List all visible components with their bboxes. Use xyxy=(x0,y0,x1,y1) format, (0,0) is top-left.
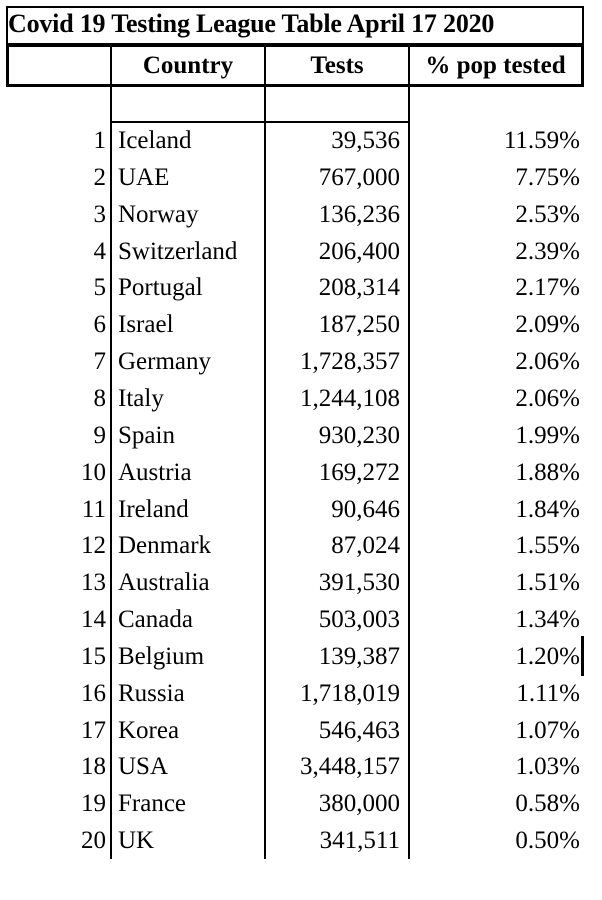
rank-cell: 20 xyxy=(81,827,106,855)
tests-cell: 930,230 xyxy=(318,421,400,449)
country-cell: Germany xyxy=(118,348,212,376)
country-cell: Korea xyxy=(118,716,180,744)
header-rank xyxy=(12,48,108,84)
tests-cell: 3,448,157 xyxy=(300,753,400,781)
pct-cell: 1.03% xyxy=(515,753,580,781)
country-cell: Portugal xyxy=(118,274,203,302)
tests-cell: 187,250 xyxy=(318,311,400,339)
rank-cell: 19 xyxy=(81,790,106,818)
pct-cell: 1.11% xyxy=(516,679,580,707)
table-row xyxy=(0,748,602,785)
col-divider-right xyxy=(581,47,584,85)
country-cell: Austria xyxy=(118,458,192,486)
table-row xyxy=(0,417,602,454)
pct-cell: 1.34% xyxy=(515,606,580,634)
tests-cell: 39,536 xyxy=(331,127,400,154)
table-row xyxy=(0,491,602,528)
rank-cell: 5 xyxy=(93,274,106,302)
tests-cell: 546,463 xyxy=(318,716,400,744)
tests-cell: 169,272 xyxy=(318,458,400,486)
pct-cell: 1.84% xyxy=(515,495,580,523)
header-country: Country xyxy=(142,52,234,79)
pct-cell: 1.55% xyxy=(515,532,580,560)
pct-cell: 2.06% xyxy=(515,384,580,412)
country-cell: UAE xyxy=(118,163,170,191)
pct-cell: 7.75% xyxy=(515,163,580,191)
tests-cell: 206,400 xyxy=(318,237,400,265)
table-row xyxy=(0,638,602,675)
rank-cell: 10 xyxy=(81,458,106,486)
tests-cell: 87,024 xyxy=(331,532,400,560)
country-cell: Ireland xyxy=(118,495,189,523)
pct-cell: 1.51% xyxy=(515,569,580,597)
pct-cell: 2.09% xyxy=(515,311,580,339)
pct-cell: 1.88% xyxy=(515,458,580,486)
country-cell: Norway xyxy=(118,200,199,228)
rank-cell: 11 xyxy=(81,495,106,523)
tests-cell: 503,003 xyxy=(318,606,400,634)
country-cell: Spain xyxy=(118,421,175,449)
rank-cell: 8 xyxy=(93,384,106,412)
table-row xyxy=(0,564,602,601)
rank-cell: 14 xyxy=(81,606,106,634)
header-bottom-rule xyxy=(6,84,584,87)
rank-cell: 16 xyxy=(81,679,106,707)
country-cell: France xyxy=(118,790,187,818)
tests-cell: 767,000 xyxy=(318,163,400,191)
rank-cell: 18 xyxy=(81,753,106,781)
table-row xyxy=(0,822,602,859)
rank-cell: 15 xyxy=(81,642,106,670)
tests-cell: 136,236 xyxy=(318,200,400,228)
table-row xyxy=(0,196,602,233)
country-cell: Australia xyxy=(118,569,210,597)
table-row xyxy=(0,675,602,712)
header-pct: % pop tested xyxy=(425,52,566,79)
tests-cell: 341,511 xyxy=(319,827,400,855)
pct-cell: 2.53% xyxy=(515,200,580,228)
rank-cell: 17 xyxy=(81,716,106,744)
header-tests: Tests xyxy=(310,52,364,79)
table-row xyxy=(0,454,602,491)
table-row xyxy=(0,343,602,380)
table-row xyxy=(0,527,602,564)
rank-cell: 9 xyxy=(93,421,106,449)
table-row xyxy=(0,159,602,196)
pct-cell: 2.06% xyxy=(515,348,580,376)
country-cell: Italy xyxy=(118,384,164,412)
table-row xyxy=(0,785,602,822)
country-cell: Belgium xyxy=(118,642,205,670)
country-cell: USA xyxy=(118,753,169,781)
table-row xyxy=(0,712,602,749)
pct-cell: 2.17% xyxy=(515,274,580,302)
pct-cell: 0.58% xyxy=(515,790,580,818)
rank-cell: 4 xyxy=(93,237,106,265)
tests-cell: 1,728,357 xyxy=(300,348,400,376)
country-cell: Switzerland xyxy=(118,237,238,265)
col-divider-left xyxy=(6,47,9,85)
country-cell: Iceland xyxy=(118,127,192,154)
table-row xyxy=(0,233,602,270)
rank-cell: 3 xyxy=(93,200,106,228)
country-cell: UK xyxy=(118,827,155,855)
table-row xyxy=(0,601,602,638)
country-cell: Russia xyxy=(118,679,185,707)
tests-cell: 380,000 xyxy=(318,790,400,818)
rank-cell: 7 xyxy=(93,348,106,376)
country-cell: Israel xyxy=(118,311,174,339)
rank-cell: 1 xyxy=(93,127,106,154)
table-title: Covid 19 Testing League Table April 17 2020 xyxy=(8,9,495,38)
rank-cell: 6 xyxy=(93,311,106,339)
table-row xyxy=(0,269,602,306)
table-row xyxy=(0,122,602,159)
pct-cell: 11.59% xyxy=(503,127,580,154)
country-cell: Canada xyxy=(118,606,193,634)
tests-cell: 208,314 xyxy=(318,274,400,302)
country-cell: Denmark xyxy=(118,532,212,560)
pct-cell: 2.39% xyxy=(515,237,580,265)
rank-cell: 13 xyxy=(81,569,106,597)
tests-cell: 90,646 xyxy=(331,495,400,523)
pct-cell: 1.99% xyxy=(515,421,580,449)
pct-cell: 1.20% xyxy=(515,642,580,670)
table-row xyxy=(0,306,602,343)
pct-cell: 0.50% xyxy=(515,827,580,855)
tests-cell: 139,387 xyxy=(318,642,400,670)
table-row xyxy=(0,380,602,417)
title-divider xyxy=(6,43,584,47)
rank-cell: 12 xyxy=(81,532,106,560)
rank-cell: 2 xyxy=(93,163,106,191)
tests-cell: 1,718,019 xyxy=(300,679,400,707)
tests-cell: 1,244,108 xyxy=(300,384,400,412)
tests-cell: 391,530 xyxy=(318,569,400,597)
pct-cell: 1.07% xyxy=(515,716,580,744)
